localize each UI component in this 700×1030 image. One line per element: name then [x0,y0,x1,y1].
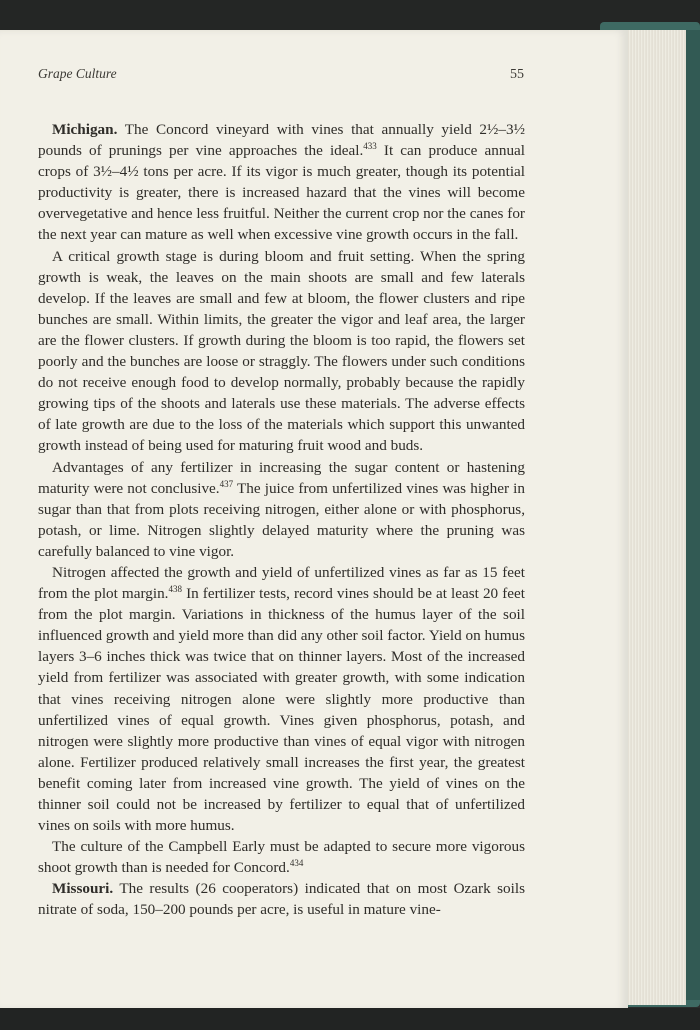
paragraph-campbell-early [38,836,525,878]
paragraph-text: The results (26 cooperators) indicated that on most Ozark soils nitrate of soda, 150–200 pounds per acre, is useful in mature vine- [38,880,525,919]
paragraph-fertilizer [38,457,525,562]
page-number: 55 [510,67,524,82]
paragraph-growth-stage [38,246,525,457]
scan-background-bottom [0,1008,700,1030]
paragraph-text: Nitrogen affected the growth and yield of unfertilized vines as far as 15 feet from the plot margin. [38,563,525,603]
paragraph-text: The juice from unfertilized vines was higher in sugar than that from plots receiving nitrogen, either alone or with phosphorus, potash, or lime. Nitrogen slightly delayed maturity where the pruning was carefully balanced to vine vigor. [38,479,525,560]
paragraph-missouri [38,878,525,920]
reference-number: 433 [363,141,377,152]
scan-background-top [0,0,700,30]
body-text [38,119,525,921]
paragraph-text: In fertilizer tests, record vines should be at least 20 feet from the plot margin. Variations in thickness of the humus layer of the soil influenced growth and yield more than did any other soil factor. Yield on humus layers 3–6 inches thick was twice that on thinner layers. Most of the increased yield from fertilizer was associated with greater growth, with some indication that vines receiving nitrogen alone were slightly more productive than unfertilized vines of equal growth. Vines given phosphorus, potash, and nitrogen were slightly more productive than vines of equal vigor with nitrogen alone. Fertilizer produced relatively small increases the first year, the greatest benefit coming later from increased vine growth. The yield of vines on the thinner soil could not be increased by fertilizer to equal that of unfertilized vines on soils with more humus. [38,585,526,835]
reference-number: 437 [219,478,234,489]
section-lead-missouri: Missouri. [52,880,114,898]
paragraph-text: The Concord vineyard with vines that annually yield 2½–3½ pounds of prunings per vine approaches the ideal. [38,121,525,160]
paragraph-nitrogen [38,562,525,836]
paragraph-text: Advantages of any fertilizer in increasing the sugar content or hastening maturity were not conclusive. [38,458,525,497]
reference-number: 434 [289,858,304,869]
section-lead-michigan: Michigan. [52,121,118,138]
page-edges [625,30,686,1005]
paragraph-michigan [38,119,525,246]
paragraph-text: A critical growth stage is during bloom and fruit setting. When the spring growth is weak, the leaves on the main shoots are small and few laterals develop. If the leaves are small and few at bloom, the flower clusters and ripe bunches are small. Within limits, the greater the vigor and leaf area, the larger are the flower clusters. If growth during the bloom is too rapid, the flowers set poorly and the bunches are loose or straggly. The flowers under such conditions do not receive enough food to develop normally, probably because the rapidly growing tips of the shoots and laterals use these materials. The adverse effects of late growth are due to the loss of the materials which support this unwanted growth instead of being used for maturing fruit wood and buds. [38,247,525,455]
paragraph-text: It can produce annual crops of 3½–4½ tons per acre. If its vigor is much greater, though its potential productivity is greater, there is increased hazard that the vines will become overvegetative and hence less fruitful. Neither the current crop nor the canes for the next year can mature as well when excessive vine growth occurs in the fall. [38,142,526,244]
paragraph-text: The culture of the Campbell Early must be adapted to secure more vigorous shoot growth than is needed for Concord. [38,838,525,877]
reference-number: 438 [168,584,182,595]
running-title: Grape Culture [38,66,117,81]
